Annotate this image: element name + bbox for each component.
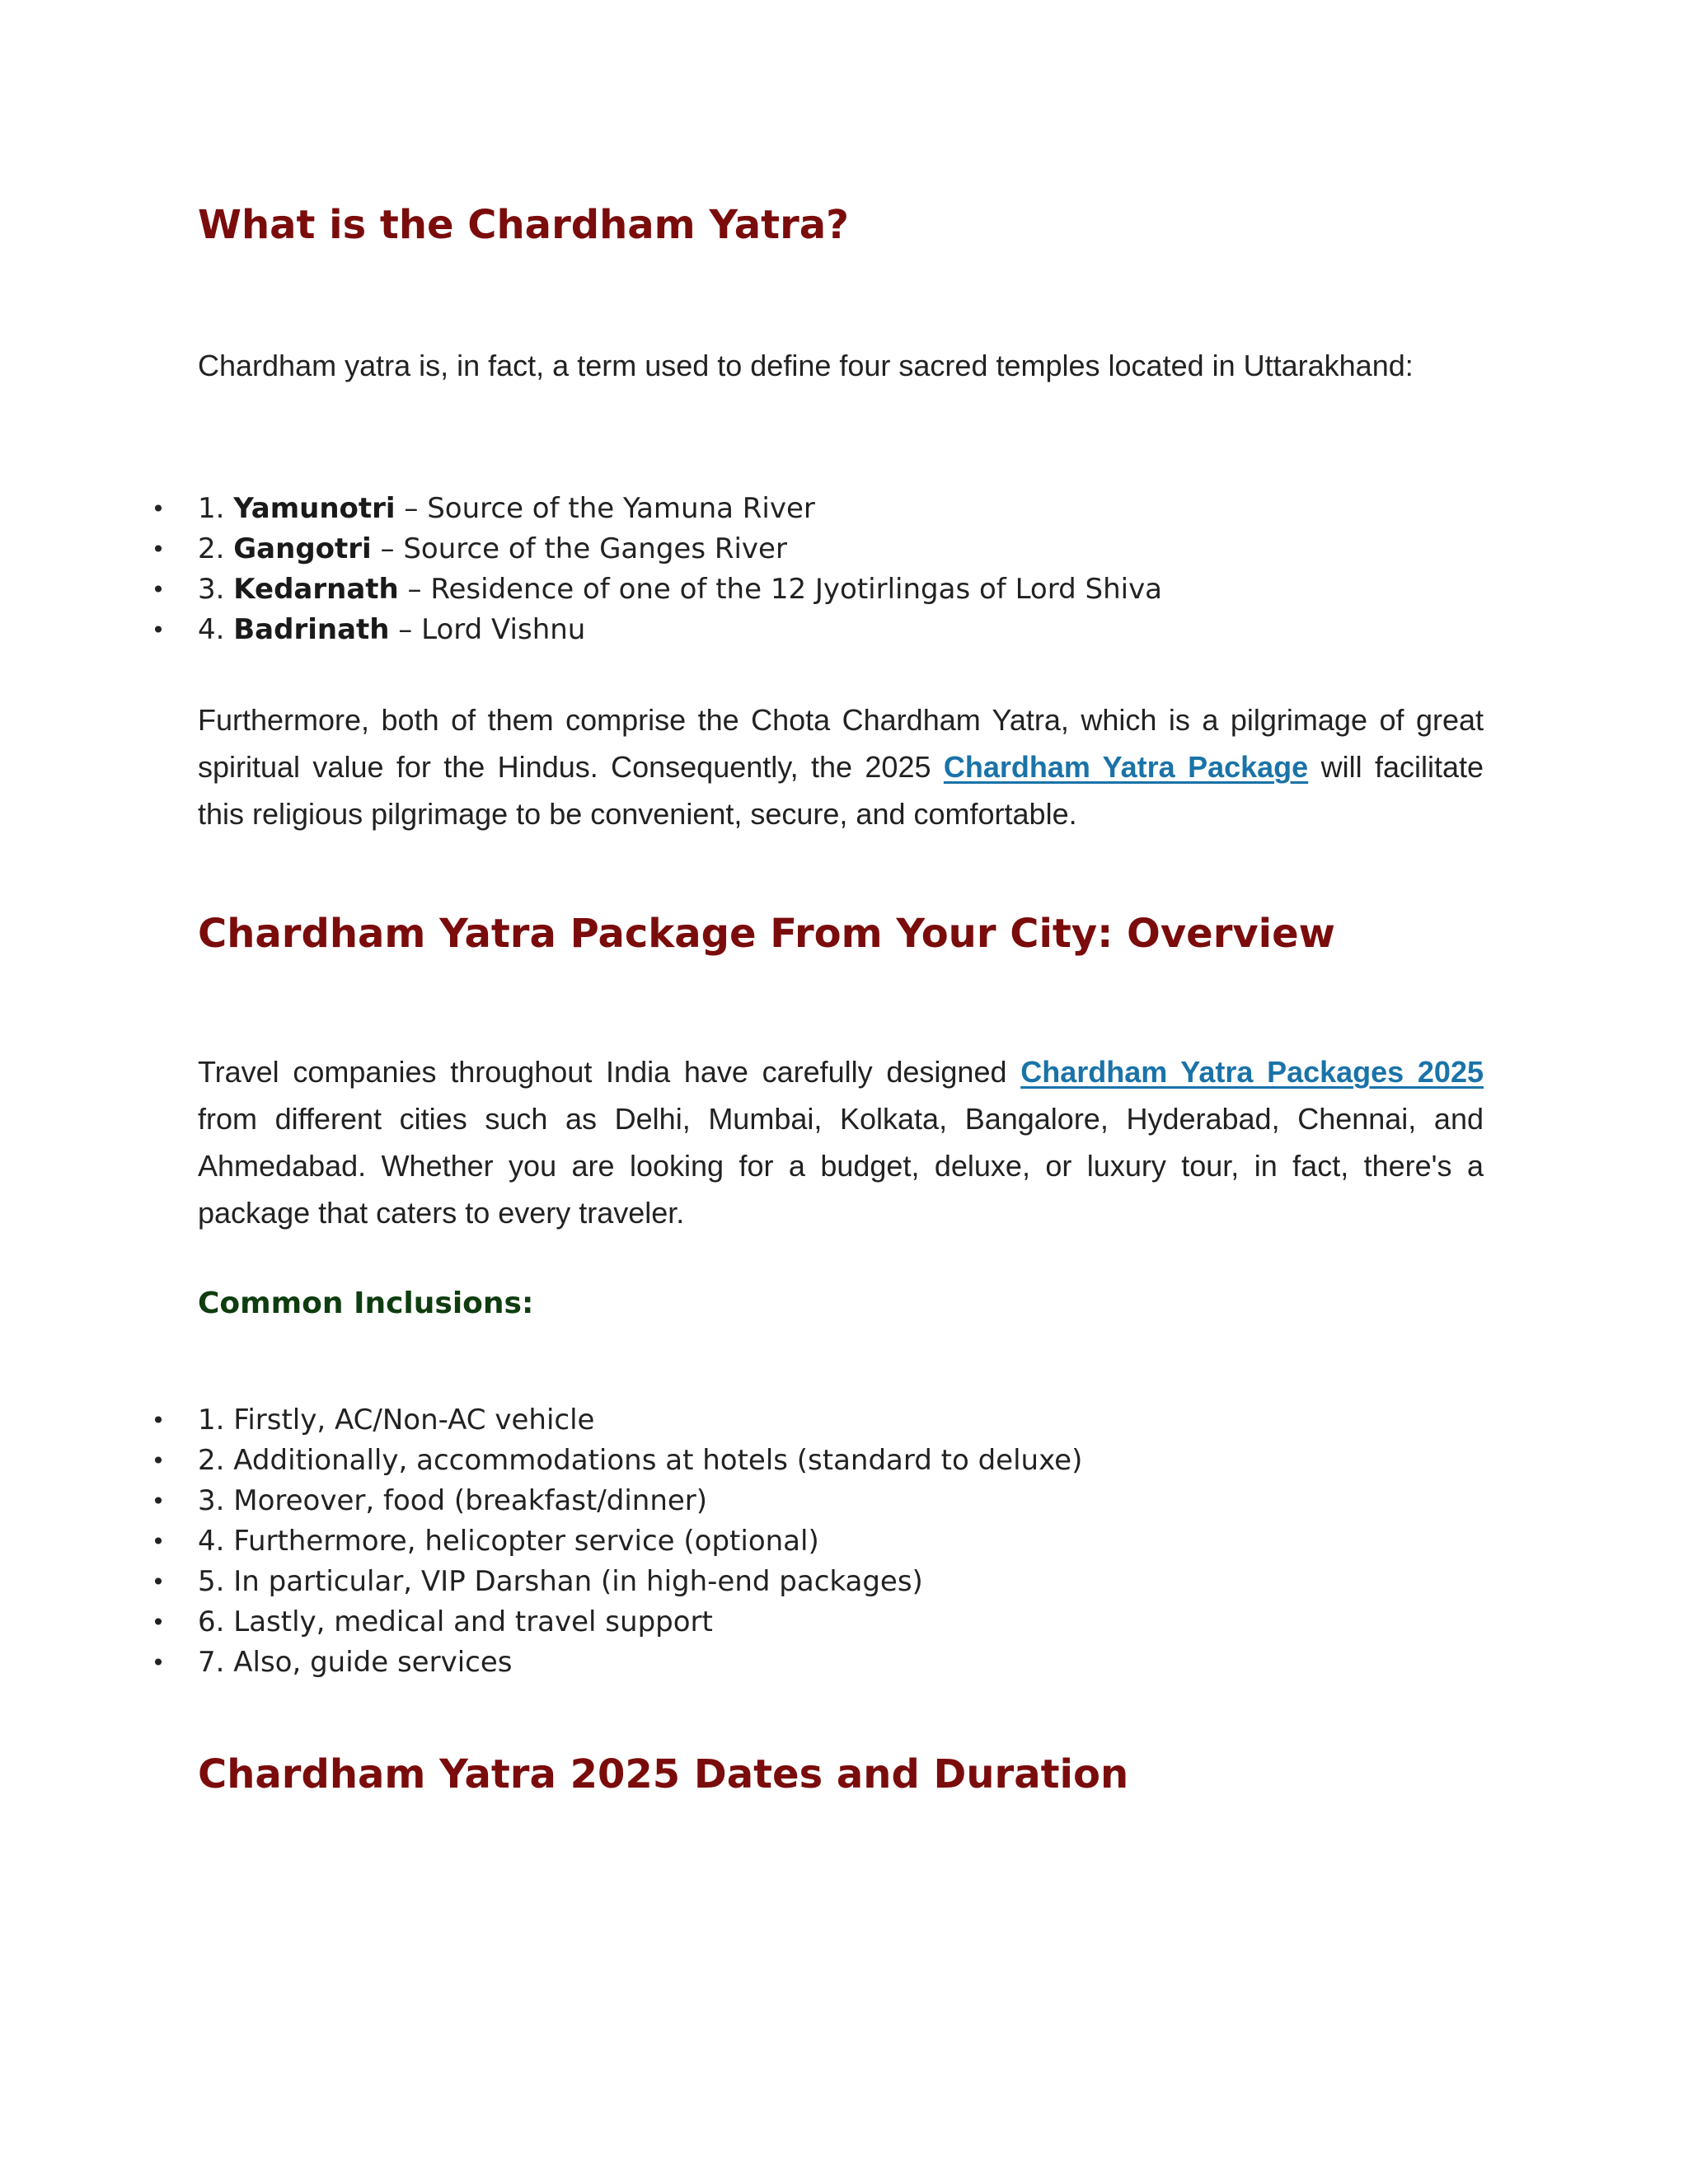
temple-desc: – Source of the Yamuna River — [395, 492, 815, 525]
bullet-icon: • — [151, 1568, 166, 1596]
bullet-icon: • — [151, 1488, 166, 1515]
inclusion-text: 2. Additionally, accommodations at hotels (standard to deluxe) — [198, 1444, 1083, 1477]
inclusions-subheading: Common Inclusions: — [198, 1286, 534, 1320]
page-title: What is the Chardham Yatra? — [198, 202, 849, 248]
temple-name: Badrinath — [233, 613, 390, 646]
bullet-icon: • — [151, 1649, 166, 1676]
temple-name: Kedarnath — [233, 573, 399, 606]
section-dates-duration — [198, 1751, 1484, 1799]
overview-paragraph-block — [198, 1048, 1484, 1236]
item-number: 4. — [198, 613, 225, 646]
chardham-packages-2025-link[interactable]: Chardham Yatra Packages 2025 — [1020, 1055, 1484, 1089]
inclusion-text: 5. In particular, VIP Darshan (in high-end packages) — [198, 1565, 923, 1598]
bullet-icon: • — [151, 1609, 166, 1636]
temple-name: Yamunotri — [233, 492, 396, 525]
bullet-icon: • — [151, 1528, 166, 1555]
list-item — [0, 489, 1688, 529]
list-item — [0, 1481, 1688, 1521]
inclusion-text: 4. Furthermore, helicopter service (optional) — [198, 1525, 819, 1558]
bullet-icon: • — [151, 576, 166, 603]
section-what-is-chardham — [198, 202, 1484, 250]
intro-paragraph-block — [198, 342, 1484, 389]
temple-desc: – Lord Vishnu — [389, 613, 586, 646]
list-item — [0, 529, 1688, 569]
item-number: 1. — [198, 492, 225, 525]
inclusions-list — [0, 1400, 1688, 1683]
list-item — [0, 1521, 1688, 1562]
list-item — [0, 610, 1688, 650]
inclusion-text: 1. Firstly, AC/Non-AC vehicle — [198, 1404, 595, 1436]
bullet-icon: • — [151, 1447, 166, 1474]
inclusion-text: 6. Lastly, medical and travel support — [198, 1605, 713, 1638]
list-item — [0, 1602, 1688, 1643]
chardham-package-link[interactable]: Chardham Yatra Package — [943, 750, 1309, 784]
bullet-icon: • — [151, 616, 166, 644]
bullet-icon: • — [151, 495, 166, 523]
temple-desc: – Source of the Ganges River — [371, 532, 787, 565]
bullet-icon: • — [151, 1407, 166, 1434]
overview-paragraph: Travel companies throughout India have carefully designed Chardham Yatra Packages 2025 from different cities such as Delhi, Mumbai, Kolkata, Bangalore, Hyderabad, Chennai, and Ahmedabad. Whether you are looking for a budget, deluxe, or luxury tour, in fact, there's a package that caters to every traveler. — [198, 1055, 1484, 1230]
item-number: 3. — [198, 573, 225, 606]
section-overview — [198, 911, 1484, 958]
intro-paragraph: Chardham yatra is, in fact, a term used to define four sacred temples located in Uttarakhand: — [198, 349, 1414, 382]
pilgrimage-paragraph-block — [198, 696, 1484, 837]
section-heading: Chardham Yatra 2025 Dates and Duration — [198, 1751, 1129, 1797]
section-heading: Chardham Yatra Package From Your City: Overview — [198, 911, 1335, 957]
list-item — [0, 1643, 1688, 1683]
list-item — [0, 569, 1688, 610]
list-item — [0, 1400, 1688, 1441]
temple-name: Gangotri — [233, 532, 372, 565]
inclusion-text: 7. Also, guide services — [198, 1646, 513, 1679]
inclusions-subheading-block — [198, 1286, 1484, 1321]
inclusion-text: 3. Moreover, food (breakfast/dinner) — [198, 1484, 708, 1517]
list-item — [0, 1441, 1688, 1481]
list-item — [0, 1562, 1688, 1602]
item-number: 2. — [198, 532, 225, 565]
pilgrimage-paragraph: Furthermore, both of them comprise the Chota Chardham Yatra, which is a pilgrimage of great spiritual value for the Hindus. Consequently, the 2025 Chardham Yatra Package will facilitate this religious pilgrimage to be convenient, secure, and comfortable. — [198, 703, 1484, 831]
temples-list — [0, 489, 1688, 650]
bullet-icon: • — [151, 536, 166, 563]
temple-desc: – Residence of one of the 12 Jyotirlingas of Lord Shiva — [398, 573, 1163, 606]
